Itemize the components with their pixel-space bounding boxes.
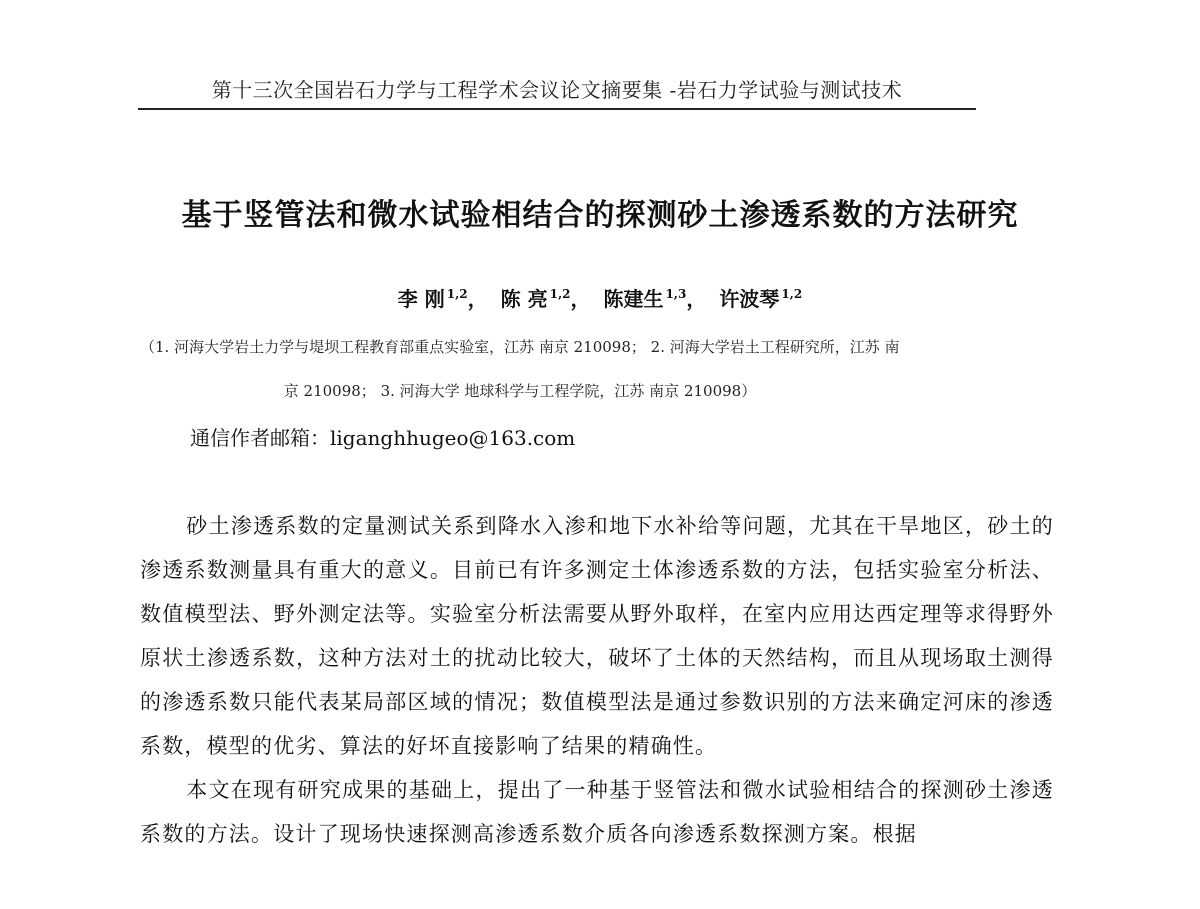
header-rule: [138, 108, 976, 110]
running-header: 第十三次全国岩石力学与工程学术会议论文摘要集 -岩石力学试验与测试技术: [211, 78, 903, 102]
author-name: 李 刚: [397, 287, 445, 311]
affiliation-line: （1. 河海大学岩土力学与堤坝工程教育部重点实验室，江苏 南京 210098； 2. 河海大学岩土工程研究所，江苏 南: [140, 338, 900, 356]
author-affiliation-mark: 1,2: [446, 287, 468, 302]
affiliation-line: 京 210098； 3. 河海大学 地球科学与工程学院，江苏 南京 210098）: [283, 382, 757, 400]
email-label: 通信作者邮箱：: [190, 426, 330, 450]
email-address: liganghhugeo@163.com: [330, 426, 576, 450]
abstract-body: [140, 504, 1054, 856]
abstract-paragraph: 本文在现有研究成果的基础上，提出了一种基于竖管法和微水试验相结合的探测砂土渗透系数的方法。设计了现场快速探测高渗透系数介质各向渗透系数探测方案。根据: [140, 778, 1054, 846]
author-separator: ，: [570, 287, 591, 311]
paper-title: 基于竖管法和微水试验相结合的探测砂土渗透系数的方法研究: [181, 198, 1019, 233]
corresponding-email: [190, 422, 575, 451]
author-name: 许波琴: [719, 287, 780, 311]
author-name: 陈 亮: [500, 287, 548, 311]
abstract-paragraph: 砂土渗透系数的定量测试关系到降水入渗和地下水补给等问题，尤其在干旱地区，砂土的渗透系数测量具有重大的意义。目前已有许多测定土体渗透系数的方法，包括实验室分析法、数值模型法、野外测定法等。实验室分析法需要从野外取样，在室内应用达西定理等求得野外原状土渗透系数，这种方法对土的扰动比较大，破坏了土体的天然结构，而且从现场取土测得的渗透系数只能代表某局部区域的情况；数值模型法是通过参数识别的方法来确定河床的渗透系数，模型的优劣、算法的好坏直接影响了结果的精确性。: [140, 514, 1054, 758]
author-list: [0, 283, 1200, 312]
author-separator: ，: [686, 287, 707, 311]
author-affiliation-mark: 1,2: [549, 287, 571, 302]
author-separator: ，: [467, 287, 488, 311]
author-name: 陈建生: [603, 287, 664, 311]
author-affiliation-mark: 1,2: [781, 287, 803, 302]
author-affiliation-mark: 1,3: [665, 287, 687, 302]
